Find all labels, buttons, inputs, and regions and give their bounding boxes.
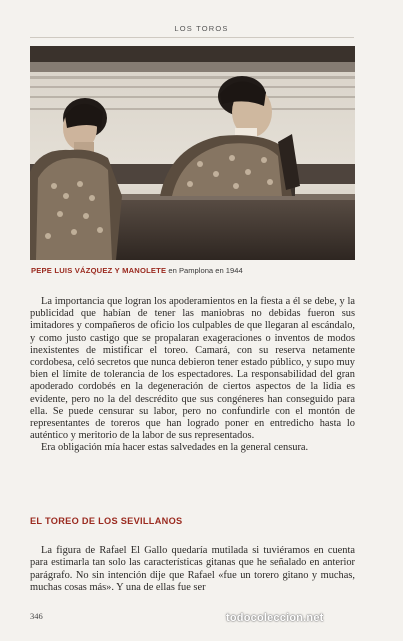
- section-paragraph: La figura de Rafael El Gallo quedaría mutilada si tuviéramos en cuenta para estimarla tan solo las características gitanas que he señalado en anterior parágrafo. No sin intención dije que Rafael «fue un torero gitano y muchas, muchas cosas más». Y una de ellas fue ser: [30, 545, 355, 594]
- body-text: [30, 296, 355, 455]
- header-rule: [30, 37, 354, 38]
- page-number: 346: [30, 611, 43, 621]
- body-paragraph: Era obligación mía hacer estas salvedades en la general censura.: [41, 442, 309, 454]
- photo-illustration: [30, 46, 355, 260]
- section-text: [30, 545, 355, 595]
- body-paragraph: La importancia que logran los apoderamientos en la fiesta a él se debe, y la publicidad que habían de tener las maniobras no debidas fueron sus imitadores y compañeros de oficio los culpables de que llegaran al escándalo, y como justo castigo que se propalaran exageraciones o inventos de modos inexistentes de mistificar el toreo. Camará, con su reserva netamente cordobesa, celó secretos que nunca debieron tener estado público, y supo muy bien el límite de tolerancia de los espectadores. La responsabilidad del gran apoderado cordobés en la degeneración de ciertos aspectos de la lidia es evidente, pero no la del descrédito que sus congéneres han conseguido para ella. Se puede censurar su labor, pero no confundirle con el montón de representantes de toreros que han logrado poner en entredicho hasta lo auténtico y meritorio de la labor de sus representados.: [30, 296, 355, 442]
- running-header: LOS TOROS: [174, 24, 229, 33]
- caption-names: PEPE LUIS VÁZQUEZ Y MANOLETE: [31, 266, 167, 275]
- photo-caption: [31, 266, 361, 275]
- watermark-logo: todocoleccion.net: [226, 612, 324, 624]
- section-heading: EL TOREO DE LOS SEVILLANOS: [30, 516, 183, 526]
- bullfighters-photo: [30, 46, 355, 260]
- caption-rest: en Pamplona en 1944: [166, 266, 243, 275]
